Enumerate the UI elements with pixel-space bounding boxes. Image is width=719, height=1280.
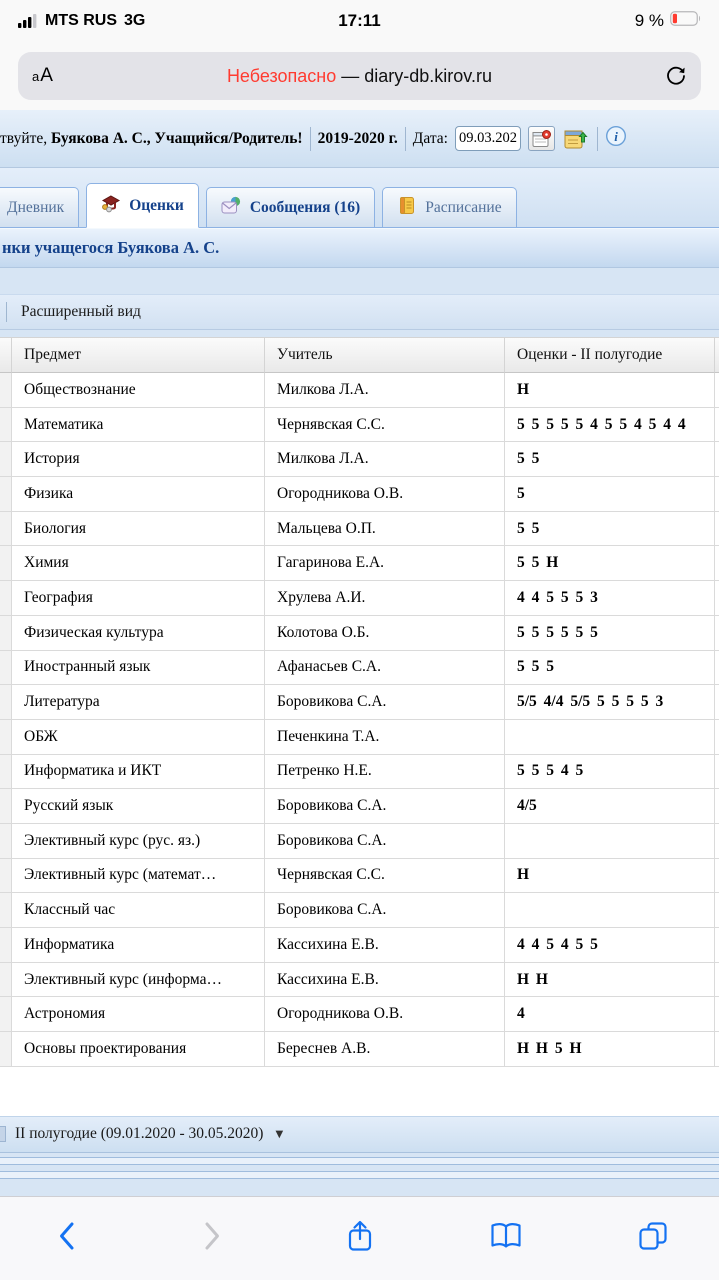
subject-cell: Классный час [12, 893, 265, 928]
chevron-down-icon: ▼ [275, 1128, 284, 1140]
rest-cell [715, 512, 719, 547]
bookmarks-button[interactable] [486, 1216, 526, 1256]
calendar-picker-button[interactable] [528, 126, 555, 151]
user-name: Буякова А. С., Учащийся/Родитель! [51, 129, 303, 147]
table-row [0, 408, 719, 443]
teacher-cell: Печенкина Т.А. [265, 720, 505, 755]
table-row [0, 928, 719, 963]
rest-cell [715, 997, 719, 1032]
browser-toolbar [0, 1196, 719, 1280]
table-row [0, 581, 719, 616]
subject-cell: Информатика и ИКТ [12, 755, 265, 790]
row-number-cell [0, 720, 12, 755]
rest-cell [715, 373, 719, 408]
cut-icon-sliver [0, 1126, 6, 1142]
grades-cell: 4 4 5 5 5 3 [505, 581, 715, 616]
column-header-rest [715, 338, 719, 373]
grades-cell: 5 5 5 4 5 [505, 755, 715, 790]
rest-cell [715, 581, 719, 616]
share-button[interactable] [340, 1216, 380, 1256]
subject-cell: История [12, 442, 265, 477]
grades-cell: 5 5 [505, 442, 715, 477]
row-number-cell [0, 824, 12, 859]
teacher-cell: Милкова Л.А. [265, 442, 505, 477]
teacher-cell: Гагаринова Е.А. [265, 546, 505, 581]
extended-view-toggle[interactable]: Расширенный вид [0, 294, 719, 330]
spacer [0, 1067, 719, 1116]
tab-label: Расписание [425, 198, 502, 216]
rest-cell [715, 408, 719, 443]
grades-cell: 5 5 Н [505, 546, 715, 581]
table-row [0, 685, 719, 720]
row-number-cell [0, 442, 12, 477]
period-label: II полугодие (09.01.2020 - 30.05.2020) [15, 1125, 264, 1143]
subject-cell: Физическая культура [12, 616, 265, 651]
period-selector[interactable] [0, 1116, 719, 1153]
tab-diary[interactable] [0, 187, 79, 227]
table-row [0, 893, 719, 928]
rest-cell [715, 859, 719, 894]
web-content [0, 110, 719, 1196]
table-row [0, 824, 719, 859]
subject-cell: Химия [12, 546, 265, 581]
column-header-teacher: Учитель [265, 338, 505, 373]
table-header-row [0, 337, 719, 373]
teacher-cell: Хрулева А.И. [265, 581, 505, 616]
subject-cell: Элективный курс (рус. яз.) [12, 824, 265, 859]
browser-chrome-top [0, 0, 719, 110]
svg-text:i: i [614, 129, 618, 144]
forward-button[interactable] [193, 1216, 233, 1256]
row-number-cell [0, 859, 12, 894]
tab-schedule[interactable] [382, 187, 516, 227]
grades-cell: 4 [505, 997, 715, 1032]
clock: 17:11 [338, 11, 381, 30]
teacher-cell: Афанасьев С.А. [265, 651, 505, 686]
go-to-date-button[interactable] [562, 126, 590, 151]
rest-cell [715, 893, 719, 928]
subject-cell: Биология [12, 512, 265, 547]
row-number-cell [0, 1032, 12, 1067]
row-number-cell [0, 512, 12, 547]
subject-cell: Обществознание [12, 373, 265, 408]
teacher-cell: Кассихина Е.В. [265, 963, 505, 998]
row-number-cell [0, 581, 12, 616]
row-number-cell [0, 651, 12, 686]
teacher-cell: Боровикова С.А. [265, 789, 505, 824]
tab-messages[interactable] [206, 187, 375, 227]
table-row [0, 546, 719, 581]
info-button[interactable] [605, 125, 627, 152]
column-header-subject: Предмет [12, 338, 265, 373]
subject-cell: ОБЖ [12, 720, 265, 755]
rest-cell [715, 1032, 719, 1067]
grades-cell: 5 5 [505, 512, 715, 547]
table-row [0, 373, 719, 408]
divider [405, 127, 406, 151]
table-row [0, 442, 719, 477]
collapsed-panels [0, 1153, 719, 1195]
rest-cell [715, 824, 719, 859]
carrier-label: MTS RUS [45, 12, 117, 29]
teacher-cell: Петренко Н.Е. [265, 755, 505, 790]
teacher-cell: Боровикова С.А. [265, 824, 505, 859]
table-row [0, 616, 719, 651]
grades-icon [101, 194, 121, 218]
grades-cell: 5 5 5 [505, 651, 715, 686]
table-row [0, 755, 719, 790]
rest-cell [715, 685, 719, 720]
table-row [0, 720, 719, 755]
divider [310, 127, 311, 151]
site-header [0, 110, 719, 168]
network-type-label: 3G [124, 12, 146, 29]
row-number-cell [0, 546, 12, 581]
divider [597, 127, 598, 151]
subject-cell: Математика [12, 408, 265, 443]
grades-cell: Н [505, 859, 715, 894]
teacher-cell: Колотова О.Б. [265, 616, 505, 651]
teacher-cell: Чернявская С.С. [265, 859, 505, 894]
row-number-cell [0, 477, 12, 512]
grades-table-body [0, 373, 719, 1067]
collapsed-panel-bar [0, 1171, 719, 1179]
date-input[interactable] [455, 126, 521, 151]
row-number-cell [0, 789, 12, 824]
tab-label: Сообщения (16) [249, 198, 361, 216]
table-row [0, 859, 719, 894]
grades-table [0, 337, 719, 1067]
grades-cell [505, 893, 715, 928]
rest-cell [715, 928, 719, 963]
address-bar[interactable] [18, 52, 701, 100]
table-row [0, 997, 719, 1032]
teacher-cell: Милкова Л.А. [265, 373, 505, 408]
column-header-grades: Оценки - II полугодие [505, 338, 715, 373]
table-row [0, 512, 719, 547]
teacher-cell: Береснев А.В. [265, 1032, 505, 1067]
school-year-label: 2019-2020 г. [317, 129, 398, 147]
battery-percent: 9 % [634, 11, 664, 30]
messages-icon [221, 196, 242, 220]
table-row [0, 477, 719, 512]
rest-cell [715, 477, 719, 512]
grades-cell: Н Н 5 Н [505, 1032, 715, 1067]
row-number-cell [0, 893, 12, 928]
row-number-cell [0, 755, 12, 790]
rest-cell [715, 616, 719, 651]
tabs-button[interactable] [633, 1216, 673, 1256]
spacer [0, 268, 719, 294]
grades-cell: 5 5 5 5 5 5 [505, 616, 715, 651]
security-warning: Небезопасно [226, 65, 337, 86]
rest-cell [715, 720, 719, 755]
subject-cell: Элективный курс (математ… [12, 859, 265, 894]
grades-cell: 5/5 4/4 5/5 5 5 5 5 3 [505, 685, 715, 720]
teacher-cell: Чернявская С.С. [265, 408, 505, 443]
rest-cell [715, 442, 719, 477]
table-row [0, 1032, 719, 1067]
teacher-cell: Огородникова О.В. [265, 477, 505, 512]
table-row [0, 963, 719, 998]
teacher-cell: Мальцева О.П. [265, 512, 505, 547]
tab-label: Дневник [7, 198, 65, 216]
row-number-cell [0, 373, 12, 408]
table-row [0, 651, 719, 686]
grades-cell: 5 [505, 477, 715, 512]
teacher-cell: Кассихина Е.В. [265, 928, 505, 963]
grades-cell: Н Н [505, 963, 715, 998]
subject-cell: Элективный курс (информа… [12, 963, 265, 998]
row-number-cell [0, 997, 12, 1032]
row-number-cell [0, 408, 12, 443]
subject-cell: Иностранный язык [12, 651, 265, 686]
date-label: Дата: [412, 129, 448, 147]
teacher-cell: Огородникова О.В. [265, 997, 505, 1032]
grades-cell: 4 4 5 4 5 5 [505, 928, 715, 963]
back-button[interactable] [46, 1216, 86, 1256]
tab-grades[interactable] [86, 183, 199, 228]
subject-cell: Информатика [12, 928, 265, 963]
teacher-cell: Боровикова С.А. [265, 685, 505, 720]
page-url[interactable]: Небезопасно — diary-db.kirov.ru [226, 65, 492, 86]
subject-cell: Основы проектирования [12, 1032, 265, 1067]
rest-cell [715, 789, 719, 824]
grades-cell: 4/5 [505, 789, 715, 824]
text-size-button[interactable]: аА [32, 65, 54, 86]
subject-cell: Астрономия [12, 997, 265, 1032]
row-number-cell [0, 616, 12, 651]
grades-cell: Н [505, 373, 715, 408]
status-bar [0, 0, 719, 42]
grades-cell [505, 824, 715, 859]
subject-cell: Русский язык [12, 789, 265, 824]
table-row [0, 789, 719, 824]
grades-cell: 5 5 5 5 5 4 5 5 4 5 4 4 [505, 408, 715, 443]
teacher-cell: Боровикова С.А. [265, 893, 505, 928]
greeting-text: твуйте, Буякова А. С., Учащийся/Родитель! [0, 129, 303, 147]
rest-cell [715, 963, 719, 998]
subject-cell: Литература [12, 685, 265, 720]
row-number-column-sliver [0, 338, 12, 373]
collapsed-panel-bar [0, 1157, 719, 1165]
row-number-cell [0, 685, 12, 720]
tab-bar [0, 168, 719, 228]
rest-cell [715, 546, 719, 581]
schedule-icon [397, 196, 417, 220]
rest-cell [715, 651, 719, 686]
url-host: diary-db.kirov.ru [364, 65, 492, 86]
grades-cell [505, 720, 715, 755]
reload-button[interactable] [665, 65, 687, 87]
row-number-cell [0, 963, 12, 998]
rest-cell [715, 755, 719, 790]
subject-cell: Физика [12, 477, 265, 512]
row-number-cell [0, 928, 12, 963]
spacer [0, 330, 719, 337]
tab-label: Оценки [129, 196, 184, 214]
subject-cell: География [12, 581, 265, 616]
page-title: нки учащегося Буякова А. С. [0, 228, 719, 268]
